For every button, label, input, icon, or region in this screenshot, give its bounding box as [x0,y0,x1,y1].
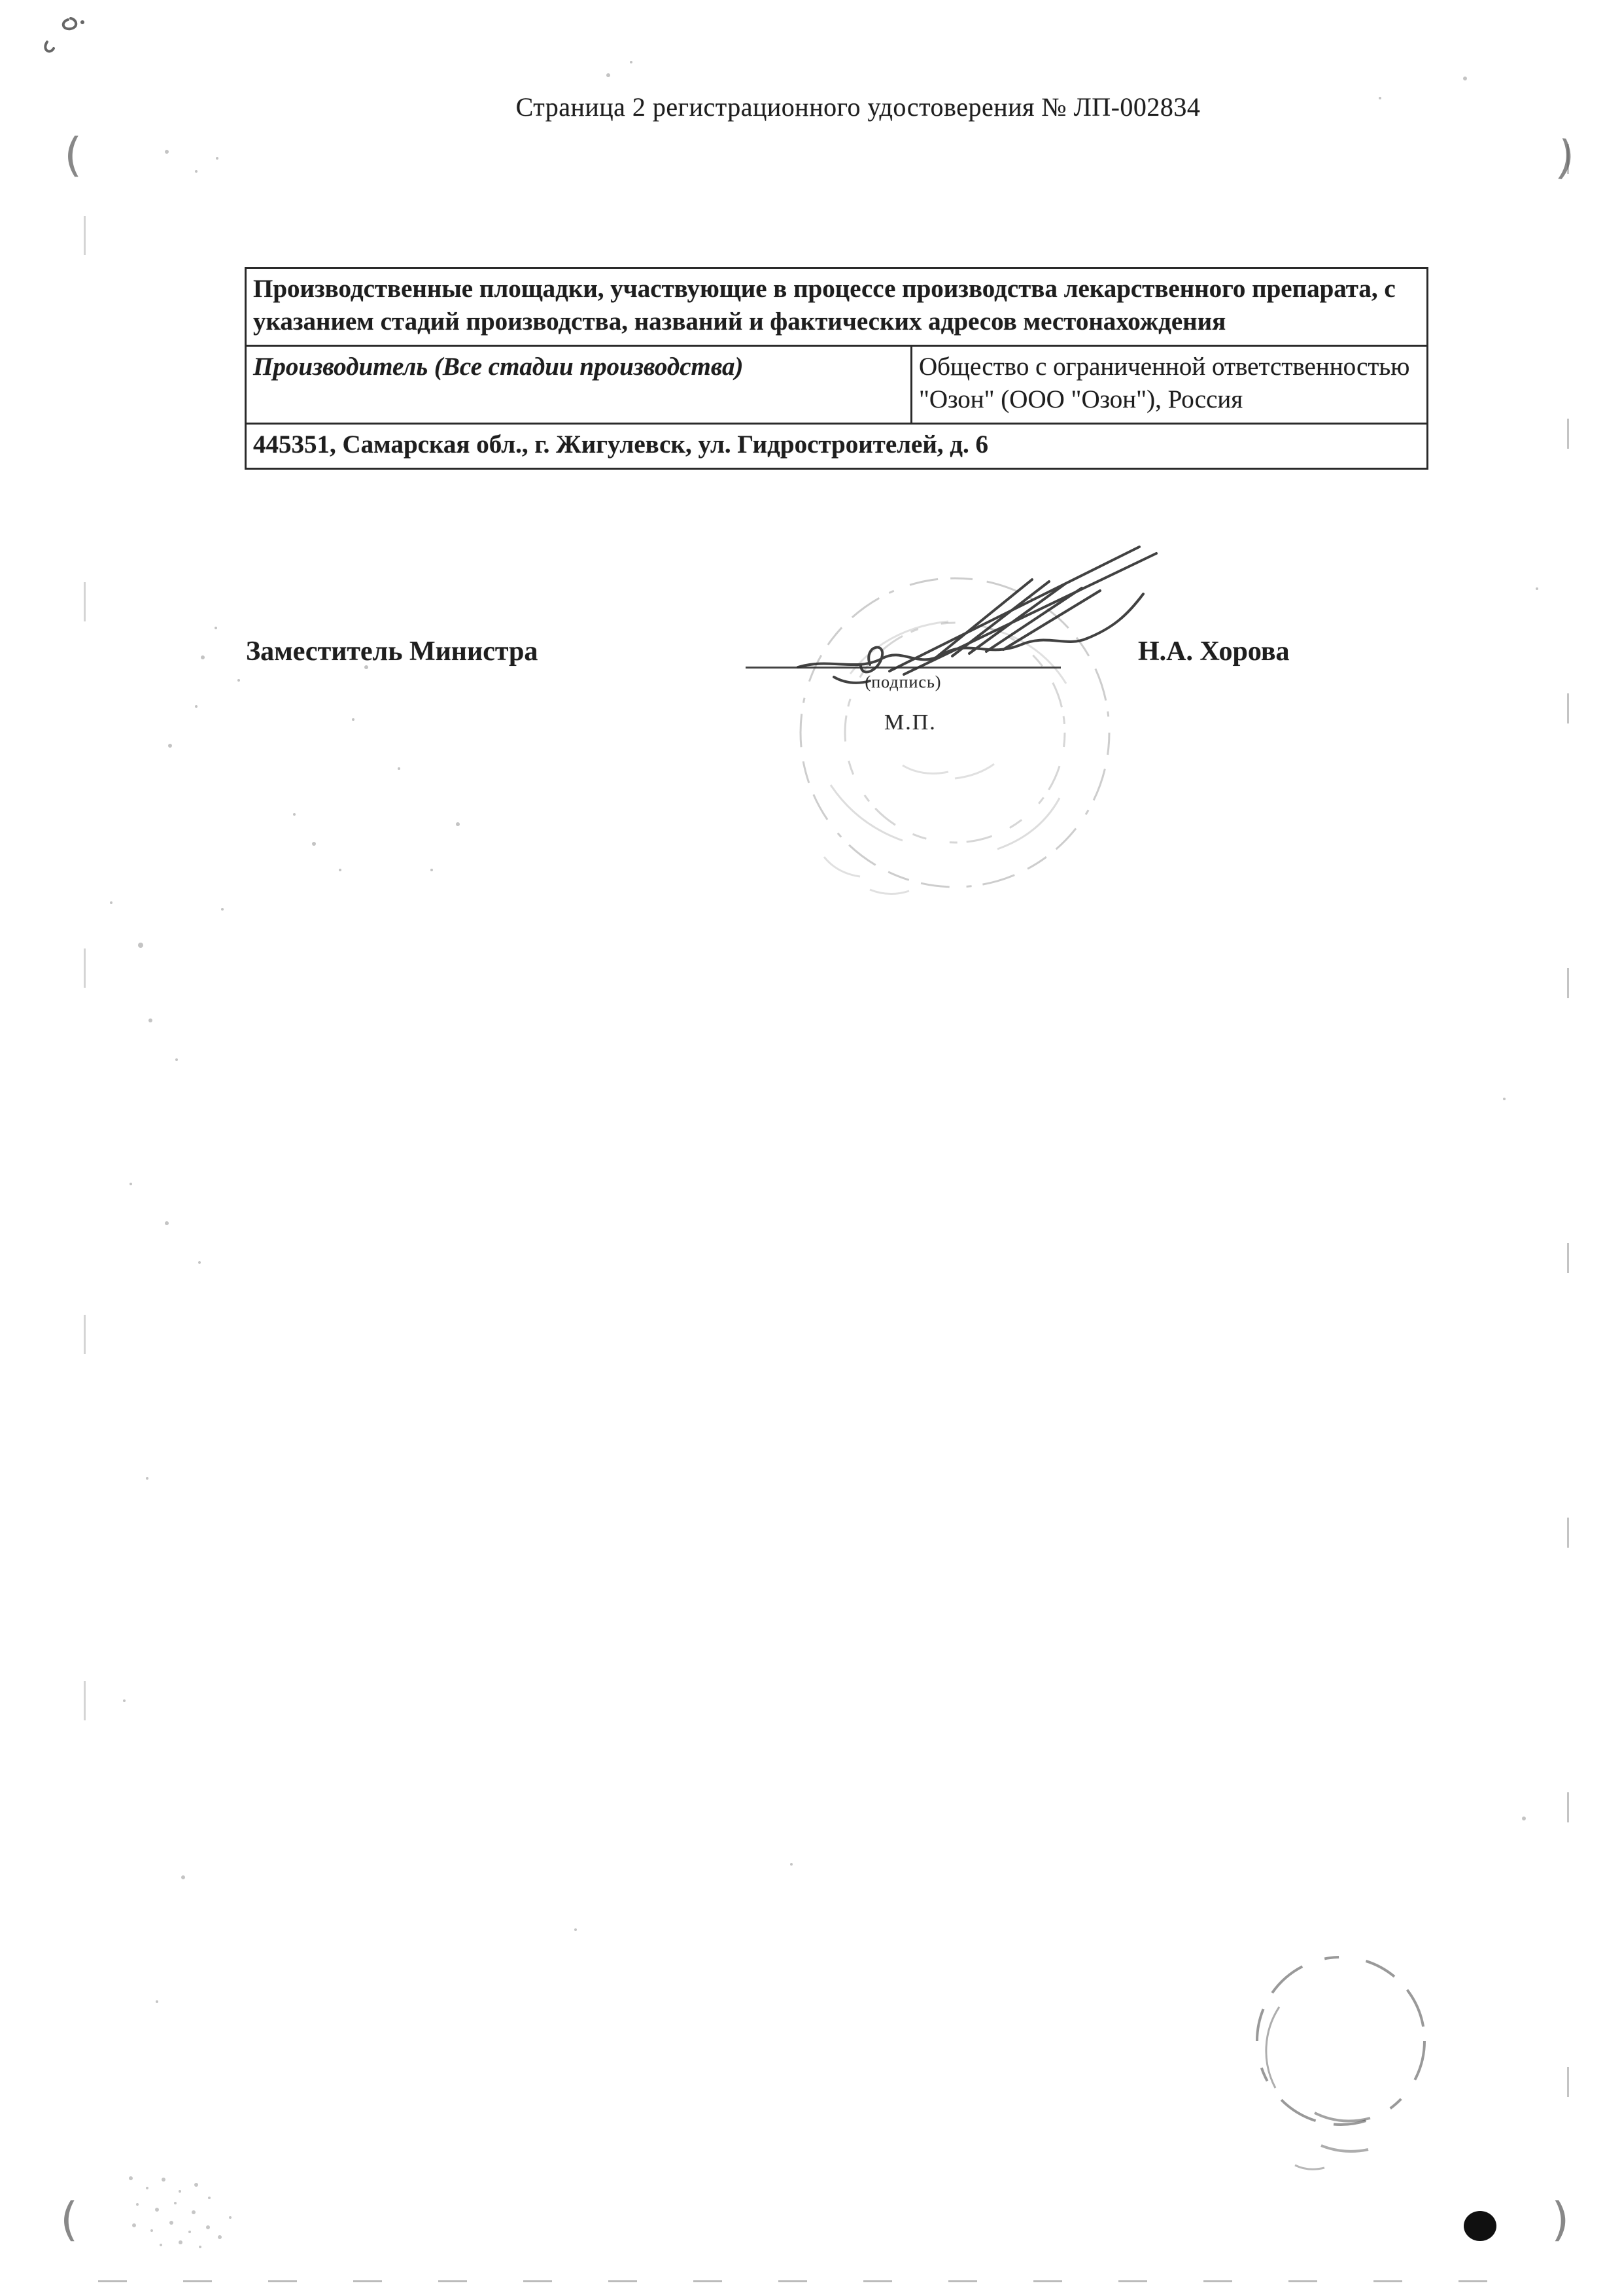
bottom-right-stamp-fragment [1236,1949,1452,2185]
pen-mark-right-bottom: ) [1551,2193,1570,2246]
pen-mark-right-top: ) [1553,130,1578,186]
table-row [246,268,1428,346]
official-name: Н.А. Хорова [1138,636,1290,667]
round-stamp [752,569,1184,935]
corner-doodle [27,8,99,80]
producer-value-cell: Общество с ограниченной ответственностью "Озон" (ООО "Озон"), Россия [912,345,1428,423]
producer-label-cell: Производитель (Все стадии производства) [246,345,912,423]
signature-scribble [772,517,1243,733]
address-cell: 445351, Самарская обл., г. Жигулевск, ул. Гидростроителей, д. 6 [246,423,1428,468]
official-title: Заместитель Министра [246,636,538,667]
stamp-place-caption: М.П. [884,710,937,735]
table-row [246,423,1428,468]
pen-mark-left-top: ( [64,128,82,182]
pen-mark-left-bottom: ( [60,2193,78,2246]
scan-bottom-line [98,2280,1537,2282]
table-title-cell: Производственные площадки, участвующие в процессе производства лекарственного препарата, с указанием стадий производства, названий и фактических адресов местонахождения [246,268,1428,346]
scan-edge-dashes-left [84,216,86,1786]
signature-line [746,667,1061,669]
scanner-black-dot [1464,2211,1496,2241]
page-title: Страница 2 регистрационного удостоверения № ЛП-002834 [515,92,1201,122]
scan-edge-dashes-right [1567,144,1569,2198]
production-sites-table [245,267,1428,470]
table-row [246,345,1428,423]
signature-caption: (подпись) [865,672,942,691]
